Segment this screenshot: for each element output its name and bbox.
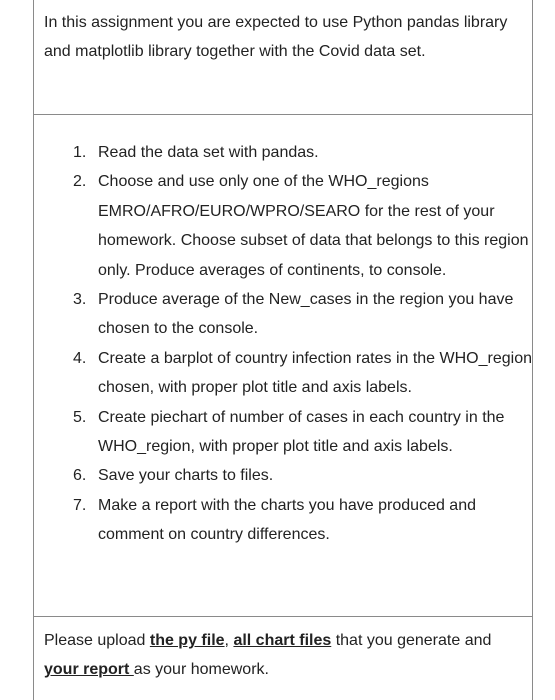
- task-item-7: Make a report with the charts you have produced and comment on country differences.: [98, 496, 476, 544]
- upload-suffix: as your homework.: [133, 661, 269, 678]
- upload-prefix: Please upload: [44, 632, 150, 649]
- report-emphasis: your report: [44, 661, 134, 678]
- upload-instructions-section: [34, 616, 532, 700]
- task-item-6: Save your charts to files.: [98, 467, 274, 485]
- task-item-3: Produce average of the New_cases in the region you have chosen to the console.: [98, 291, 514, 338]
- upload-instructions: [44, 626, 524, 684]
- intro-paragraph: In this assignment you are expected to use Python pandas library and matplotlib library together with the Covid data set.: [44, 14, 508, 60]
- upload-middle: that you generate and: [331, 632, 492, 649]
- task-item-5: Create piechart of number of cases in each country in the WHO_region, with proper plot title and axis labels.: [98, 408, 505, 456]
- chart-files-emphasis: all chart files: [233, 632, 332, 649]
- py-file-emphasis: the py file: [149, 632, 225, 649]
- task-item-4: Create a barplot of country infection rates in the WHO_region chosen, with proper plot title and axis labels.: [98, 349, 532, 397]
- task-list: [34, 138, 534, 550]
- upload-comma: ,: [224, 632, 234, 649]
- task-item-1: Read the data set with pandas.: [98, 144, 319, 161]
- assignment-document: [33, 0, 533, 700]
- task-item-2: Choose and use only one of the WHO_regions EMRO/AFRO/EURO/WPRO/SEARO for the rest of your homework. Choose subset of data that belongs to this region only. Produce averages of continents, to console.: [98, 173, 529, 279]
- intro-section: [34, 0, 532, 115]
